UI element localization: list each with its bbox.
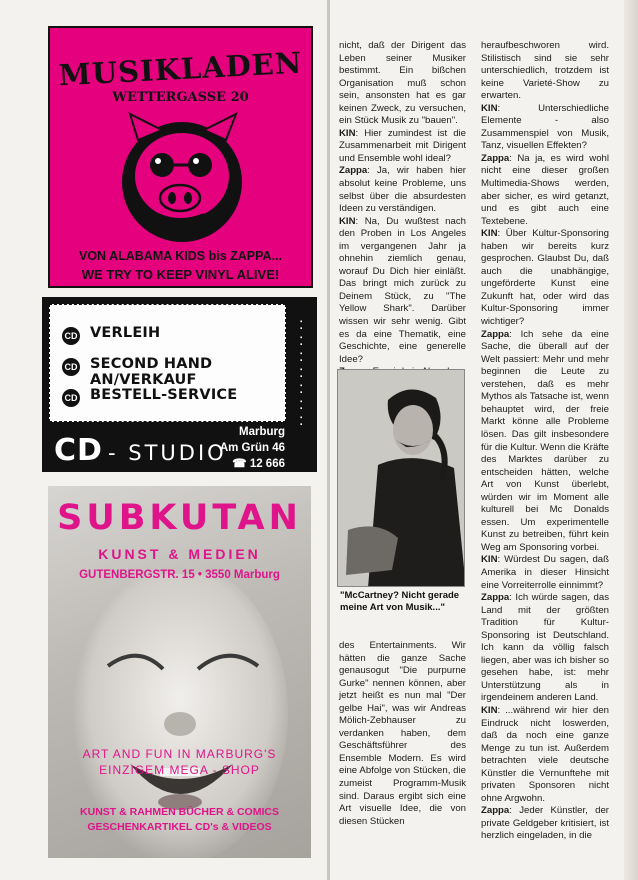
cd-badge-column (62, 327, 84, 420)
pig-with-sunglasses-icon (120, 110, 245, 250)
cd-street: Am Grün 46 (219, 442, 285, 454)
paragraph: KIN: Würdest Du sagen, daß Amerika in dieser Hinsicht eine Vorreiterrolle einnimmt? (481, 554, 609, 591)
cd-badge: CD (62, 389, 80, 407)
paragraph: des Entertainments. Wir hätten die ganze Sache genausogut "Die purpurne Gurke" nennen können, aber jetzt heißt es nun mal "Der gelbe Hai", was wir Andreas Mölich-Zebhauser zu verdanken haben, dem Geschäftsführer des Ensemble Modern. Es wird eine Abfolge von Stücken, die zumeist Programm-Musik sind. Daraus ergibt sich eine Art visuelle Idee, die von diesen Stücken (339, 640, 466, 827)
paragraph: Zappa: Ja, wir haben hier absolut keine Probleme, uns selbst über die absurdesten Ideen zu verständigen. (339, 165, 466, 215)
page-gutter (327, 0, 330, 880)
zappa-photo (337, 369, 465, 587)
cd-badge: CD (62, 358, 80, 376)
paragraph: nicht, daß der Dirigent das Leben seiner Musiker bestimmt. Ein bißchen Organisation muß schon sein, ansonsten hat es gar keinen Zweck, zu versuchen, ein Stück Musik zu "bauen". (339, 40, 466, 127)
subkutan-tagline-2: EINZIGEM MEGA - SHOP (99, 763, 260, 777)
subkutan-products-1: KUNST & RAHMEN BÜCHER & COMICS (80, 806, 279, 818)
musikladen-title: MUSIKLADEN (57, 45, 304, 93)
subkutan-products-2: GESCHENKARTIKEL CD's & VIDEOS (87, 821, 272, 833)
paragraph: KIN: ...während wir hier den Eindruck nicht loswerden, daß da noch eine ganze Menge zu tun ist. Außerdem betrachten viele deutsche Künstler die Vernunftehe mit privaten Sponsoren nicht ohne Argwohn. (481, 704, 609, 804)
paragraph: KIN: Unterschiedliche Elemente - also Zusammenspiel von Musik, Tanz, visuellen Effekten? (481, 102, 609, 152)
dashed-border-decoration: : : : : : : : (299, 316, 304, 429)
zappa-portrait-image (338, 370, 465, 587)
cd-studio-ad (42, 297, 317, 472)
paragraph: heraufbeschworen wird. Stilistisch sind sie sehr unterschiedlich, trotzdem ist keine Varieté-Show zu erwarten. (481, 40, 609, 102)
cd-phone: ☎ 12 666 (232, 458, 285, 470)
article-column-1-top (339, 40, 466, 379)
article-column-1-bottom (339, 640, 466, 828)
page-edge (624, 0, 638, 880)
studio-logo-text: - STUDIO (108, 441, 227, 465)
paragraph: KIN: Hier zumindest ist die Zusammenarbeit mit Dirigent und Ensemble wohl ideal? (339, 127, 466, 164)
photo-caption: "McCartney? Nicht gerade meine Art von Musik..." (340, 590, 460, 613)
cd-city: Marburg (239, 426, 285, 438)
subkutan-tagline-1: ART AND FUN IN MARBURG'S (82, 747, 277, 761)
cd-logo-text: CD (54, 433, 103, 468)
cd-studio-address (220, 424, 285, 472)
musikladen-slogan-2: WE TRY TO KEEP VINYL ALIVE! (81, 267, 280, 282)
cd-service-item: VERLEIH (90, 325, 161, 341)
paragraph: KIN: Über Kultur-Sponsoring haben wir bereits kurz gesprochen. Glaubst Du, daß auch die unabhängige, ungeförderte Kunst eine Zukunft hat, oder wird das Kultur-Sponsoring immer wichtiger? (481, 228, 609, 328)
cd-service-item: SECOND HAND AN/VERKAUF (90, 356, 213, 388)
musikladen-slogan-1: VON ALABAMA KIDS bis ZAPPA... (78, 249, 282, 263)
paragraph: Zappa: Ich würde sagen, das Land mit der größten Tradition für Kultur-Sponsoring ist Deutschland. Ich kann da völlig falsch liegen, aber was ich bisher so gesehen habe, ist: mehr Unterstützung als in irgendeinem anderen Land. (481, 592, 609, 704)
cd-badge: CD (62, 327, 80, 345)
subkutan-address: GUTENBERGSTR. 15 • 3550 Marburg (79, 569, 280, 581)
subkutan-title: SUBKUTAN (57, 498, 302, 538)
cd-studio-logo (54, 433, 227, 468)
paragraph: Zappa: Ich sehe da eine Sache, die überall auf der Welt passiert: Mehr und mehr beginnen die Leute zu verstehen, daß es mehr Mythos als Tatsache ist, wenn behauptet wird, der freie Markt könne alle Probleme lösen. Das gilt insbesondere für die Kultur. Wenn die Kräfte des Marktes darüber zu entscheiden hätten, welche Art von Kunst überlebt, würden wir im Moment alle kulturell bei Mc Donalds essen. Um experimentelle Kunst zu betreiben, führt kein Weg am Sponsoring vorbei. (481, 328, 609, 553)
musikladen-street: WETTERGASSE 20 (112, 90, 249, 105)
article-column-2 (481, 40, 609, 843)
cd-service-item: BESTELL-SERVICE (90, 387, 238, 403)
musikladen-ad (48, 26, 313, 288)
subkutan-ad (48, 486, 311, 858)
paragraph: KIN: Na, Du wußtest nach den Proben in Los Angeles im vergangenen Jahr ja ohnehin ziemlich genau, worauf Du Dich hier einläßt. Das bringt mich zurück zu Deinem Stück, zu "The Yellow Shark". Darüber wissen wir sehr wenig. Gibt es da eine Thematik, eine Geschichte, eine generelle Idee? (339, 215, 466, 365)
cd-services-box (49, 304, 286, 422)
paragraph: Zappa: Na ja, es wird wohl nicht eine dieser großen Multimedia-Shows werden, aber sicher, es wird getanzt, und es gibt auch eine Textebene. (481, 152, 609, 227)
paragraph: Zappa: Jeder Künstler, der private Geldgeber kritisiert, ist herzlich eingeladen, in die (481, 805, 609, 842)
subkutan-subtitle: KUNST & MEDIEN (98, 546, 261, 562)
